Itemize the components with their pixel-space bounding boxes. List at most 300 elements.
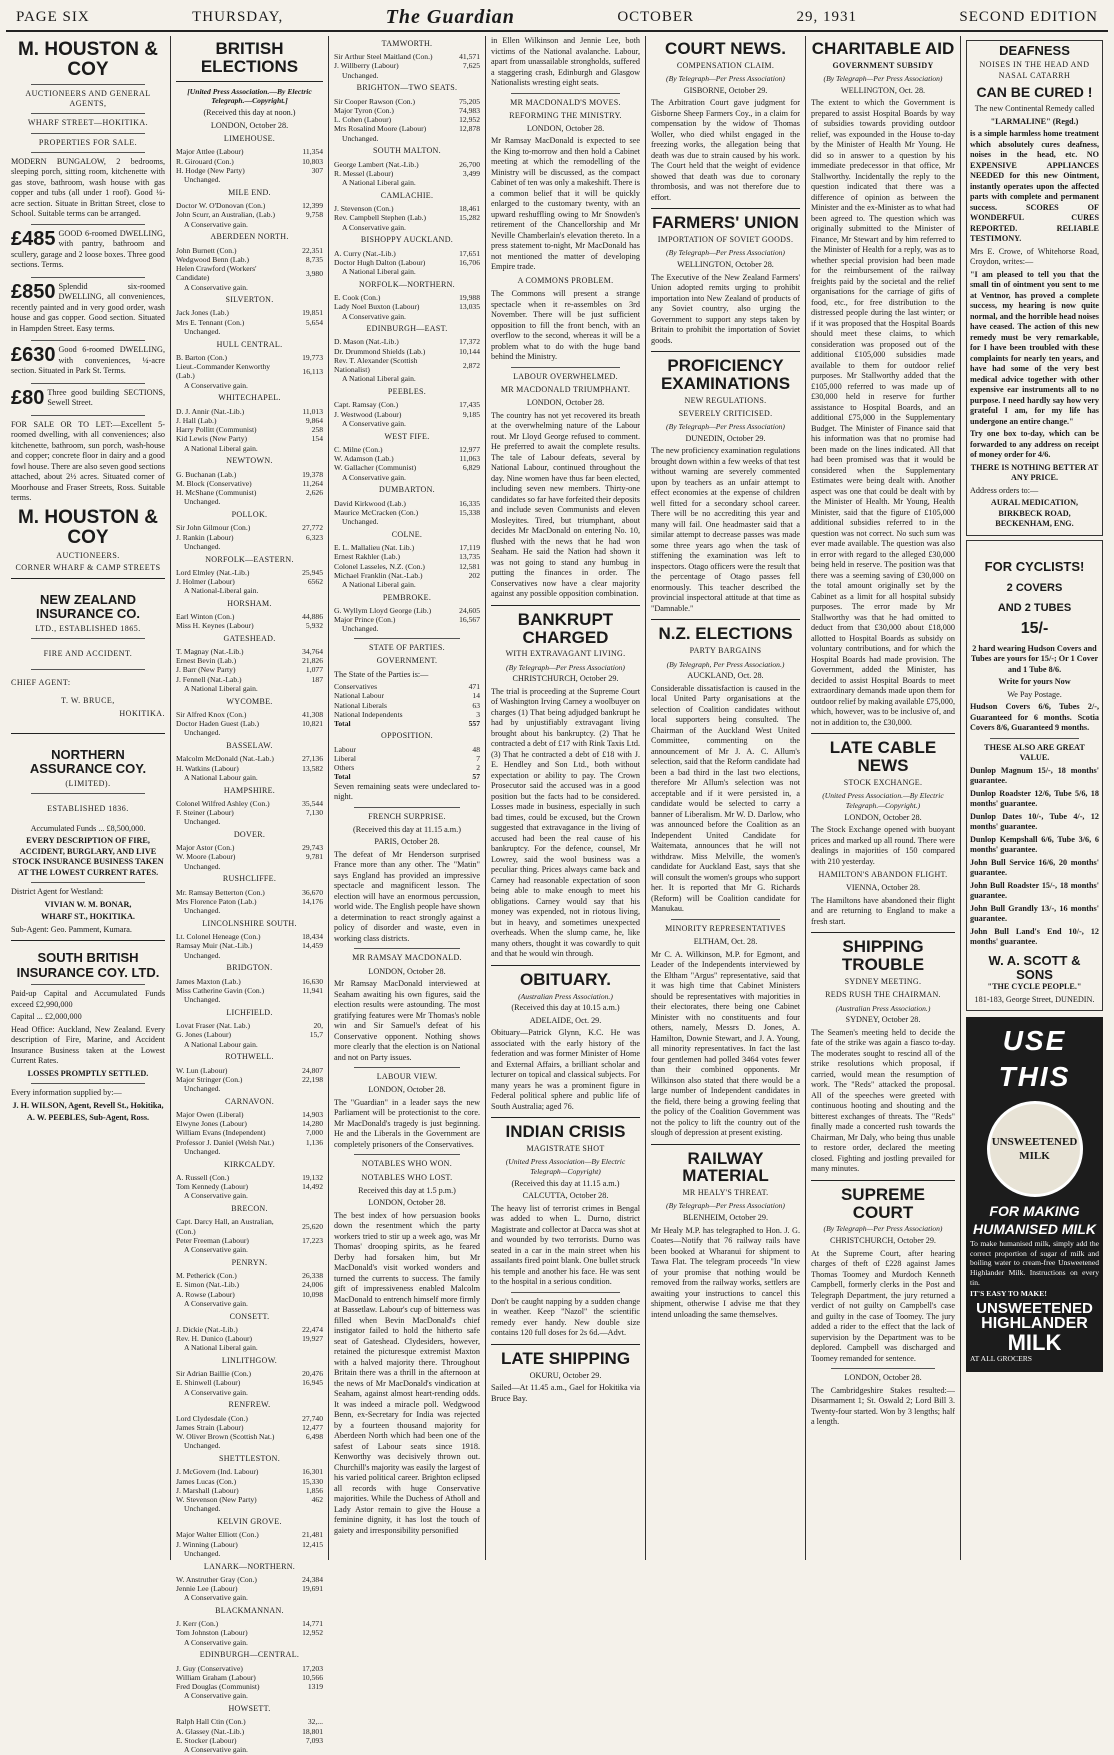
- vote-count: 14,771: [302, 1619, 323, 1629]
- constituency-name: NORFOLK—EASTERN.: [205, 554, 294, 564]
- result-note: A National Liberal gain.: [342, 178, 416, 188]
- easy-to-make: IT'S EASY TO MAKE!: [970, 1289, 1047, 1299]
- result-note: Unchanged.: [342, 517, 379, 527]
- candidate-name: James Lucas (Con.): [176, 1476, 237, 1486]
- candidate-name: Doctor Hugh Dalton (Labour): [334, 257, 426, 267]
- obituary-title: OBITUARY.: [520, 969, 611, 989]
- constituency-name: RUSHCLIFFE.: [222, 874, 277, 884]
- result-row: [176, 897, 323, 906]
- auctioneers-2: AUCTIONEERS.: [56, 550, 120, 560]
- ship-date: SYDNEY, October 28.: [845, 1015, 921, 1025]
- result-row: [334, 249, 480, 258]
- vote-count: 8,735: [305, 254, 323, 264]
- result-note: A National Liberal gain.: [184, 683, 258, 693]
- candidate-name: Major Owen (Liberal): [176, 1109, 244, 1119]
- ship-sub-2: REDS RUSH THE CHAIRMAN.: [825, 990, 941, 1000]
- candidate-name: H. Hodge (New Party): [176, 165, 245, 175]
- result-row: [176, 308, 323, 317]
- northern-title: NORTHERN ASSURANCE COY.: [29, 746, 147, 777]
- value-item: Dunlop Roadster 12/6, Tube 5/6, 18 months' guarantee.: [970, 788, 1099, 809]
- result-table: [334, 445, 480, 473]
- result-row: [176, 353, 323, 362]
- result-row: [176, 1110, 323, 1119]
- result-row: [334, 347, 480, 356]
- vote-count: 307: [311, 165, 323, 175]
- agent-wilson: J. H. WILSON, Agent, Revell St., Hokitika,: [12, 1100, 164, 1110]
- cyclists-title: FOR CYCLISTS!: [984, 558, 1085, 574]
- result-row: [176, 665, 323, 674]
- candidate-name: Professor J. Daniel (Welsh Nat.): [176, 1137, 275, 1147]
- result-note: Unchanged.: [184, 1504, 221, 1514]
- stock-text: The Stock Exchange opened with buoyant prices and marked up all round. There were dealings in majorities of 150 compared with 210 yesterday.: [811, 825, 955, 866]
- commons-text: The Commons will present a strange spectacle when it re-assembles on 3rd November. There will be just sufficient opposition to fill the front bench, with an overflow to the second, whereas it will be a problem what to do with the huge band behind the Ministry.: [491, 289, 640, 362]
- result-row: [176, 434, 323, 443]
- result-table: [334, 400, 480, 419]
- shipping-date: OKURU, October 29.: [529, 1370, 602, 1380]
- party-seats: 14: [472, 691, 480, 701]
- vote-count: 1,077: [305, 665, 323, 675]
- result-row: [176, 210, 323, 219]
- constituency-name: NORFOLK—NORTHERN.: [359, 279, 455, 289]
- result-row: [176, 362, 323, 381]
- value-list: [970, 766, 1099, 948]
- larmaline: "LARMALINE" (Regd.): [990, 116, 1079, 126]
- govt-intro: The State of the Parties is:—: [334, 669, 429, 679]
- price-630: £630: [11, 344, 56, 367]
- result-row: [176, 479, 323, 488]
- railway-sub: MR HEALY'S THREAT.: [682, 1188, 769, 1198]
- constituency-name: TAMWORTH.: [381, 39, 433, 48]
- result-note: A Conservative gain.: [342, 311, 406, 321]
- constituency-name: CAMLACHIE.: [380, 190, 434, 200]
- candidate-name: John Scurr, an Australian, (Lab.): [176, 210, 276, 220]
- vote-count: 18,461: [459, 204, 480, 214]
- result-row: [334, 169, 480, 178]
- candidate-name: Doctor W. O'Donovan (Con.): [176, 201, 266, 211]
- vote-count: 17,435: [459, 400, 480, 410]
- result-row: [334, 543, 480, 552]
- vote-count: 5,654: [305, 317, 323, 327]
- result-row: [334, 106, 480, 115]
- candidate-name: Elwyne Jones (Labour): [176, 1119, 247, 1129]
- party-seats: 2: [476, 763, 480, 773]
- result-table: [334, 249, 480, 268]
- party-name: Labour: [334, 744, 356, 754]
- bungalow-ad: MODERN BUNGALOW, 2 bedrooms, sleeping porch, sitting room, kitchenette with gas stove, bathroom, wash house with gas copper and tubs (all under 1 roof). Good ¼-acre section. Situate in Brittan Street, close to School. Suitable terms can be arranged.: [11, 156, 165, 219]
- result-row: [176, 1414, 323, 1423]
- result-row: [176, 425, 323, 434]
- india-sub: MAGISTRATE SHOT: [526, 1144, 605, 1154]
- constituency-name: LANARK—NORTHERN.: [203, 1561, 296, 1571]
- prof-text: The new proficiency examination regulations brought down within a few weeks of that test without warning are severely commented upon by teachers as an unfair attempt to effect economies at the expense of children well fitted for a secondary school career. There will be no accrediting this year and many will fail. One headmaster said that a similar attempt to decrease passes was made some three years ago when the task of stiffening the examination was left to inspectors. Otago officers were the result that the percentage of Otago passes fell enormously. This teacher described the provincial inspectoral attitude at that time as "Damnable.": [651, 446, 800, 613]
- london-text: The Cambridgeshire Stakes resulted:—Disarmament 1; St. Oswald 2; Lord Bill 3. Twenty-four started. Won by 3 lengths; half a length.: [811, 1385, 955, 1427]
- candidate-name: Mr. Ramsay Betterton (Con.): [176, 887, 265, 897]
- candidate-name: A. Glassey (Nat.-Lib.): [176, 1726, 245, 1736]
- result-table: [176, 977, 323, 996]
- cyclists-ad: [966, 540, 1103, 1012]
- constituency-name: WEST FIFE.: [384, 431, 430, 441]
- candidate-name: Lord Clydesdale (Con.): [176, 1413, 248, 1423]
- candidate-name: T. Magnay (Nat.-Lib.): [176, 646, 244, 656]
- col2-received: (Received this day at noon.): [203, 108, 296, 118]
- result-note: A Conservative gain.: [342, 472, 406, 482]
- result-row: [176, 470, 323, 479]
- party-seats: 471: [468, 682, 480, 692]
- hudson-offer: 2 hard wearing Hudson Covers and Tubes are yours for 15/-; Or 1 Cover and 1 Tube 8/6.: [970, 643, 1099, 674]
- vote-count: 14,280: [302, 1119, 323, 1129]
- vote-count: 11,354: [302, 147, 323, 157]
- farmers-sub: IMPORTATION OF SOVIET GOODS.: [657, 235, 794, 245]
- vote-count: 3,980: [305, 268, 323, 278]
- result-note: A National Liberal gain.: [342, 580, 416, 590]
- noises: NOISES IN THE HEAD AND NASAL CATARRH: [979, 60, 1090, 80]
- court-source: (By Telegraph—Per Press Association): [666, 74, 785, 84]
- result-row: [176, 1119, 323, 1128]
- result-row: [176, 612, 323, 621]
- constituency-name: LICHFIELD.: [226, 1007, 273, 1017]
- candidate-name: Ernest Bevin (Lab.): [176, 656, 237, 666]
- result-row: [176, 1673, 323, 1682]
- nz-text: Considerable dissatisfaction is caused in the local United Party organisations at the selection of Coalition candidates without local supporters being consulted. The Chairman of the Auckland West United Committee, commenting on the announcement of Mr J. A. C. Allum's selection, said that the Reform candidate had been a bad third in the last two elections, therefore Mr Allum's selection was not acceptable and if it were persisted in, a candidate would be selected to carry a banner of Liberalism. Mr W. D. Darlow, who was announced before the Coalition as an Independent United Candidate for Waitemata, announces that he will not withdraw. Miss Melville, the women's candidate for Auckland East, says that she will consult the women's groups who support her. It is reported that Mr G. Richards (Reform) will be Coalition candidate for Manukau.: [651, 683, 800, 914]
- candidate-name: Harry Pollitt (Communist): [176, 425, 257, 435]
- india-source: (United Press Association—By Electric Telegraph—Copyright): [505, 1157, 626, 1177]
- day: THURSDAY,: [192, 8, 284, 25]
- result-row: [176, 647, 323, 656]
- candidate-name: Sir Arthur Steel Maitland (Con.): [334, 52, 433, 62]
- result-row: [176, 1173, 323, 1182]
- candidate-name: W. Oliver Brown (Scottish Nat.): [176, 1432, 275, 1442]
- head-office: Head Office: Auckland, New Zealand. Every description of Fire, Marine, and Accident Insurance Business taken at the Lowest Current Rates.: [11, 1024, 165, 1066]
- vote-count: 12,415: [302, 1539, 323, 1549]
- prof-source: (By Telegraph—Per Press Association): [666, 422, 785, 432]
- candidate-name: E. Shinwell (Labour): [176, 1378, 241, 1388]
- column-2: [171, 36, 329, 1755]
- vote-count: 10,144: [459, 346, 480, 356]
- every-description: EVERY DESCRIPTION OF FIRE, ACCIDENT, BURGLARY, AND LIVE STOCK INSURANCE BUSINESS TAKEN AT THE LOWEST CURRENT RATES.: [12, 836, 164, 877]
- party-total-row: [334, 719, 480, 728]
- paid-up: Paid-up Capital and Accumulated Funds exceed £2,990,000: [11, 989, 165, 1009]
- result-table: [334, 293, 480, 312]
- vote-count: 202: [468, 570, 480, 580]
- vote-count: 41,308: [302, 709, 323, 719]
- result-row: [334, 571, 480, 580]
- obituary-source: (Australian Press Association.): [518, 991, 613, 1001]
- column-1: [6, 36, 171, 1560]
- nazol-advert: Don't be caught napping by a sudden change in weather. Keep "Nazol" the scientific remedy ever handy. New double size contains 120 full doses for 2s 6d.—Advt.: [491, 1296, 640, 1338]
- labour-view-title: LABOUR VIEW.: [376, 1072, 438, 1082]
- total-seats: 57: [472, 772, 480, 782]
- result-note: A Conservative gain.: [342, 222, 406, 232]
- constituency-name: HAMPSHIRE.: [223, 785, 276, 795]
- party-total-row: [334, 772, 480, 781]
- result-row: [334, 508, 480, 517]
- constituency-name: EDINBURGH—CENTRAL.: [199, 1650, 300, 1660]
- court-date: GISBORNE, October 29.: [683, 85, 768, 95]
- vote-count: 16,567: [459, 615, 480, 625]
- result-row: [334, 615, 480, 624]
- edition: SECOND EDITION: [959, 8, 1098, 25]
- result-row: [334, 302, 480, 311]
- party-seats: 48: [472, 744, 480, 754]
- result-table: [176, 1369, 323, 1388]
- result-row: [176, 318, 323, 327]
- result-note: Unchanged.: [184, 950, 221, 960]
- result-note: A National Labour gain.: [184, 1039, 258, 1049]
- supreme-court-title: SUPREME COURT: [840, 1184, 926, 1222]
- obituary-received: (Received this day at 10.15 a.m.): [511, 1003, 620, 1013]
- french-received: (Received this day at 11.15 a.m.): [353, 824, 461, 834]
- supreme-source: (By Telegraph—Per Press Association): [823, 1224, 943, 1234]
- result-row: [334, 61, 480, 70]
- cycle-people: "THE CYCLE PEOPLE.": [987, 982, 1082, 992]
- result-table: [334, 499, 480, 518]
- commons-title: A COMMONS PROBLEM.: [517, 275, 614, 285]
- candidate-name: R. Girouard (Con.): [176, 156, 234, 166]
- vote-count: 1,136: [305, 1137, 323, 1147]
- vote-count: 16,335: [459, 498, 480, 508]
- vote-count: 6,323: [305, 532, 323, 542]
- opposition-table: [334, 745, 480, 782]
- humanise-text: To make humanised milk, simply add the correct proportion of sugar of milk and boiling water to cream-free Unsweetened Highlander Milk. Instructions on every tin.: [970, 1238, 1099, 1287]
- nz-established: LTD., ESTABLISHED 1865.: [35, 623, 141, 633]
- result-row: [176, 1664, 323, 1673]
- result-note: Unchanged.: [184, 1146, 221, 1156]
- candidate-name: Miss H. Keynes (Labour): [176, 621, 254, 631]
- result-note: Unchanged.: [184, 497, 221, 507]
- vote-count: 6,498: [305, 1432, 323, 1442]
- result-note: Unchanged.: [184, 175, 221, 185]
- result-row: [176, 1030, 323, 1039]
- candidate-name: Lieut.-Commander Kenworthy (Lab.): [176, 362, 271, 381]
- vote-count: 12,952: [302, 1628, 323, 1638]
- vote-count: 19,988: [459, 293, 480, 302]
- vote-count: 22,474: [302, 1324, 323, 1334]
- candidate-name: Wedgwood Benn (Lab.): [176, 254, 249, 264]
- result-note: A National Liberal gain.: [184, 1343, 258, 1353]
- result-row: [176, 941, 323, 950]
- houston-title: M. HOUSTON & COY: [17, 39, 159, 80]
- vote-count: 12,581: [459, 561, 480, 571]
- vote-count: 11,013: [302, 406, 323, 416]
- vote-count: 10,566: [302, 1672, 323, 1682]
- two-covers: 2 COVERS: [1006, 581, 1063, 594]
- candidate-name: Major Attlee (Labour): [176, 147, 244, 157]
- result-row: [176, 986, 323, 995]
- party-seats: 63: [472, 700, 480, 710]
- wharf-street: WHARF STREET—HOKITIKA.: [27, 118, 149, 128]
- party-row: [334, 691, 480, 700]
- constituency-name: BLACKMANNAN.: [215, 1606, 284, 1615]
- result-table: [176, 754, 323, 773]
- farmers-date: WELLINGTON, October 28.: [677, 260, 774, 270]
- can-be-cured: CAN BE CURED !: [976, 83, 1093, 100]
- constituency-name: BRIDGTON.: [226, 963, 273, 973]
- candidate-name: James Strain (Labour): [176, 1422, 244, 1432]
- value-item: John Bull Grandly 13/-, 16 months' guarantee.: [970, 903, 1099, 924]
- result-row: [176, 852, 323, 861]
- price-80: £80: [11, 386, 45, 409]
- result-table: [334, 160, 480, 179]
- sub-agent: Sub-Agent: Geo. Pamment, Kumara.: [11, 924, 132, 934]
- vote-count: 15,338: [459, 507, 480, 517]
- labour-text: The "Guardian" in a leader says the new Parliament will be protectionist to the core. Mr MacDonald's tragedy is just beginning. He and the Liberals in the Government are completely prisoners of the Conservatives.: [334, 1097, 480, 1149]
- total-label: Total: [334, 772, 351, 782]
- result-row: [176, 1495, 323, 1504]
- candidate-name: Tom Kennedy (Labour): [176, 1182, 249, 1192]
- notables-won: NOTABLES WHO WON.: [361, 1159, 453, 1169]
- result-row: [176, 1325, 323, 1334]
- vote-count: 13,582: [302, 763, 323, 773]
- paper-title: The Guardian: [385, 5, 515, 28]
- result-row: [334, 124, 480, 133]
- unsweetened: UNSWEETENED: [976, 1300, 1093, 1318]
- vote-count: 21,826: [302, 656, 323, 666]
- candidate-name: A. Rowse (Labour): [176, 1289, 235, 1299]
- value-item: Dunlop Magnum 15/-, 18 months' guarantee.: [970, 765, 1099, 786]
- result-note: A Conservative gain.: [184, 1637, 248, 1647]
- vote-count: 15,282: [459, 213, 480, 223]
- agent-wharf: WHARF ST., HOKITIKA.: [41, 912, 135, 922]
- vote-count: 20,: [313, 1021, 323, 1031]
- shipping-text: Sailed—At 11.45 a.m., Gael for Hokitika via Bruce Bay.: [491, 1383, 640, 1403]
- result-row: [334, 52, 480, 61]
- candidate-name: Rev. Campbell Stephen (Lab.): [334, 213, 427, 223]
- undeclared: Seven remaining seats were undeclared to-night.: [334, 781, 480, 802]
- result-table: [176, 1467, 323, 1504]
- result-table: [176, 147, 323, 175]
- candidate-name: Peter Freeman (Labour): [176, 1235, 249, 1245]
- candidate-name: J. Barr (New Party): [176, 665, 236, 675]
- candidate-name: Ralph Hall Ctin (Con.): [176, 1717, 246, 1727]
- houston-title-2: M. HOUSTON & COY: [17, 506, 159, 548]
- value-item: John Bull Service 16/6, 20 months' guarantee.: [970, 857, 1099, 878]
- accumulated-funds: Accumulated Funds ... £8,500,000.: [30, 823, 146, 833]
- proficiency-title: PROFICIENCY EXAMINATIONS: [660, 356, 791, 393]
- constituency-name: KELVIN GROVE.: [217, 1517, 282, 1527]
- bankrupt-text: The trial is proceeding at the Supreme Court of Washington Irving Carney a woolbuyer on charges (1) That being adjudged bankrupt he had by unjustifiably extravagant living brought about his bankruptcy. (2) That he contracted a debt of £17 with Rink Taxis Ltd. (3) That he contracted a debt of £18 with J. E. Hendley and Son Ltd., both without expectation or ability to pay. The Crown Prosecutor said the accused was in a good position but the facts had to be considered. Losses made in business, especially in such bad times, could be excused, but the Crown suggested that extravagance in the living of accused had been the real cause of his bankruptcy. For the defence, counsel, Mr Lowrey, said the wool business was a peculiar thing. Prices always came back and Carney had reasonable expectation of soon being able to make enough to meet his obligations. Carney would say that his money was expended, not in riotous living, but in heavy, and sometimes unexpected overheads. When the slump came, he, like many others, thought it was cowardly to quit and that he would win through.: [491, 686, 640, 959]
- overwhelmed: LABOUR OVERWHELMED.: [513, 371, 618, 381]
- result-note: A National-Liberal gain.: [184, 586, 259, 596]
- result-row: [176, 799, 323, 808]
- constituency-name: SILVERTON.: [225, 295, 274, 305]
- opposition-heading: OPPOSITION.: [381, 731, 433, 741]
- deafness-title: DEAFNESS: [999, 43, 1070, 58]
- value-item: John Bull Roadster 15/-, 18 months' guarantee.: [970, 880, 1099, 901]
- compensation-claim: COMPENSATION CLAIM.: [676, 60, 775, 70]
- value-item: Dunlop Dates 10/-, Tube 4/-, 12 months' guarantee.: [970, 811, 1099, 832]
- bankrupt-title: BANKRUPT CHARGED: [517, 609, 614, 647]
- result-row: [176, 656, 323, 665]
- candidate-name: Colonel Wilfred Ashley (Con.): [176, 798, 270, 808]
- candidate-name: Capt. Ramsay (Con.): [334, 400, 399, 410]
- vote-count: 16,113: [302, 366, 323, 376]
- result-note: A Conservative gain.: [184, 1387, 248, 1397]
- vote-count: 17,119: [459, 543, 480, 553]
- vote-count: 21,481: [302, 1530, 323, 1540]
- northern-limited: (LIMITED).: [65, 778, 111, 788]
- price-850-text: Splendid six-roomed DWELLING, all conveniences, recently painted and in very good order, wash house and gas copper. Good section. Situated in Hampden Street. Easy terms.: [11, 281, 165, 333]
- candidate-name: Major Prince (Con.): [334, 615, 396, 625]
- result-row: [176, 843, 323, 852]
- result-row: [334, 213, 480, 222]
- postage: We Pay Postage.: [1007, 689, 1062, 699]
- stock-exchange: STOCK EXCHANGE.: [843, 777, 923, 787]
- result-note: Unchanged.: [342, 133, 379, 143]
- vote-count: 44,886: [302, 612, 323, 622]
- vote-count: 32,...: [307, 1717, 323, 1727]
- result-row: [176, 1486, 323, 1495]
- result-row: [176, 1369, 323, 1378]
- result-row: [176, 1290, 323, 1299]
- nz-sub: PARTY BARGAINS: [689, 646, 762, 656]
- milk-can-image: [987, 1101, 1083, 1197]
- vote-count: 24,807: [302, 1065, 323, 1075]
- nz-insurance-title: NEW ZEALAND INSURANCE CO.: [35, 592, 140, 622]
- result-table: [176, 710, 323, 729]
- constituency-name: BRECON.: [231, 1204, 268, 1214]
- vote-count: 11,063: [459, 454, 480, 464]
- candidate-name: Lt. Colonel Heneage (Con.): [176, 932, 261, 942]
- constituency-name: ROTHWELL.: [225, 1052, 274, 1062]
- constituency-name: NEWTOWN.: [226, 456, 273, 466]
- result-table: [176, 407, 323, 444]
- ramsay-title: MR RAMSAY MACDONALD.: [352, 953, 462, 963]
- vote-count: 10,821: [302, 719, 323, 729]
- result-row: [176, 977, 323, 986]
- candidate-name: M. Block (Conservative): [176, 478, 252, 488]
- farmers-text: The Executive of the New Zealand Farmers' Union adopted remits urging to prohibit importation into New Zealand of products of any Soviet country, also urging the Government to support any steps taken by Britain to prohibit the importation of Soviet goods.: [651, 272, 800, 345]
- candidate-name: Miss Catherine Gavin (Con.): [176, 985, 265, 995]
- vote-count: 7,093: [305, 1735, 323, 1745]
- constituency-name: KIRKCALDY.: [223, 1159, 276, 1169]
- result-table: [334, 204, 480, 223]
- result-table: [176, 1575, 323, 1594]
- col2-source: [United Press Association.—By Electric Telegraph.—Copyright.]: [187, 86, 312, 106]
- auctioneers: AUCTIONEERS AND GENERAL AGENTS,: [25, 88, 151, 109]
- vote-count: 1319: [307, 1682, 323, 1692]
- french-title: FRENCH SURPRISE.: [368, 811, 446, 821]
- agent-bonar: VIVIAN W. M. BONAR,: [44, 899, 132, 909]
- vote-count: 187: [311, 674, 323, 684]
- candidate-name: Major Stringer (Con.): [176, 1074, 243, 1084]
- deafness-ad: [966, 40, 1103, 536]
- result-note: Unchanged.: [184, 1084, 221, 1093]
- farmers-title: FARMERS' UNION: [652, 213, 799, 233]
- vote-count: 19,851: [302, 308, 323, 318]
- result-row: [176, 577, 323, 586]
- triumphant: MR MACDONALD TRIUMPHANT.: [500, 384, 631, 394]
- candidate-name: Major Astor (Con.): [176, 843, 235, 853]
- candidate-name: W. Moore (Labour): [176, 852, 236, 862]
- candidate-name: Kid Lewis (New Party): [176, 434, 248, 444]
- charitable-text: The extent to which the Government is prepared to assist Hospital Boards by way of subsidies towards providing outdoor relief, was expounded in the House to-day by the Minister of Health Mr Young. He did so in answer to a question by his immediate predecessor in that office, Mr Stallworthy. Incidentally the reply to the question indicated that there was a difference of opinion as between the Minister and the ex-Minister as to what had been agreed to. The question which was originally submitted to the Minister of Finance, Mr Stewart and by him referred to the Minister of Health for a reply, was as to whether special provision had been made for the reimbursement of the railway freights paid by the societal and the relief organisations for the carriage of gifts of food, etc., for free distribution to the distressed people during the last winter; or if it was proposed that the Hospital Boards should meet these claims, to which consideration was proposed out of the additional £105,000 subsidies made available to them for outdoor relief purposes. Mr Stallworthy added that the £105,000 referred to was made up of £30,000 held in reserve for further assistance to Hospital Boards, and an additional £75,000 in the Supplementary Budget. The Minister of Finance said that his information was that no promise had been made on the lines indicated. All that had been promised was that it would be considered when the Supplementary Estimates were being dealt with. Another aspect was one that could be dealt with by the Minister of Health. Mr Young, Health Minister, said that the figure of £105,000 additional subsidies referred to in the question was not correct. No such sum was ever made available. The question was also in error with regard to the alleged £30,000 being held in reserve. The position was that there was a seeming saving of £30,000 on the total amount originally set by the Cabinet as a limit for all hospital subsidy purposes. The error made by Mr Stallworthy was that he had omitted to deduct from that £30,000 about £18,000 allotted to Hospital Boards as subsidy on voluntary contributions, and for which the Hospital Boards had made provision. The Government, added the Minister, has decided to assist Hospital Boards to meet extraordinary demands made upon them for outdoor relief by making available £75,000, which, however, was to be inclusive of, and not in addition to, the £30,000.: [811, 98, 955, 727]
- result-row: [176, 407, 323, 416]
- vote-count: 462: [311, 1495, 323, 1505]
- party-name: National Labour: [334, 691, 384, 701]
- vote-count: 10,803: [302, 156, 323, 166]
- result-table: [176, 523, 323, 542]
- candidate-name: W. Gallacher (Communist): [334, 463, 417, 473]
- vote-count: 17,203: [302, 1663, 323, 1673]
- ship-sub-1: SYDNEY MEETING.: [844, 977, 922, 987]
- vote-count: 24,006: [302, 1280, 323, 1290]
- candidate-name: J. Hall (Lab.): [176, 415, 217, 425]
- notables-text: The best index of how persuasion books down the resentment which the party workers tried to stir up a week ago, was Mr Thomas' drooping spirits, as he feared Derby had forsaken him, but Mr MacDonald's visit worked wonders and turned the currents to success. The family gift of impressiveness enabled Malcolm MacDonald to entrench himself more firmly at Bassetlaw. Labour's cup of bitterness was filled when Bevin MacDonald's chief instigator failed to hold the hitherto safe seat of Gateshead. Clydesiders, however, retained the picturesque extremist Maxton with a halved majority there. Throughout Britain there was a thrill in the afternoon at the news of Mr MacDonald's vindication at Seaham, against almost heart-rending odds. It was indeed a miracle poll. Wedgwood Benn, ex-Secretary for India was rejected by a fourteen thousand majority for Aberdeen North which had been one of the safest of Labour seats since 1918. Kenworthy was decisively thrown out. Churchill's majority was easily the largest of his varied political career. Brighton eclipsed all records with huge Conservative majorities. While the Duchess of Atholl and Lady Astor remain to give the House a feminine dignity, it has lost the touch of gaiety and irresponsibility personified: [334, 1210, 480, 1535]
- stock-source: (United Press Association.—By Electric Telegraph.—Copyright.): [822, 791, 944, 810]
- vote-count: 34,764: [302, 646, 323, 656]
- candidate-name: C. Milne (Con.): [334, 444, 383, 454]
- candidate-name: D. J. Annir (Nat.-Lib.): [176, 406, 245, 416]
